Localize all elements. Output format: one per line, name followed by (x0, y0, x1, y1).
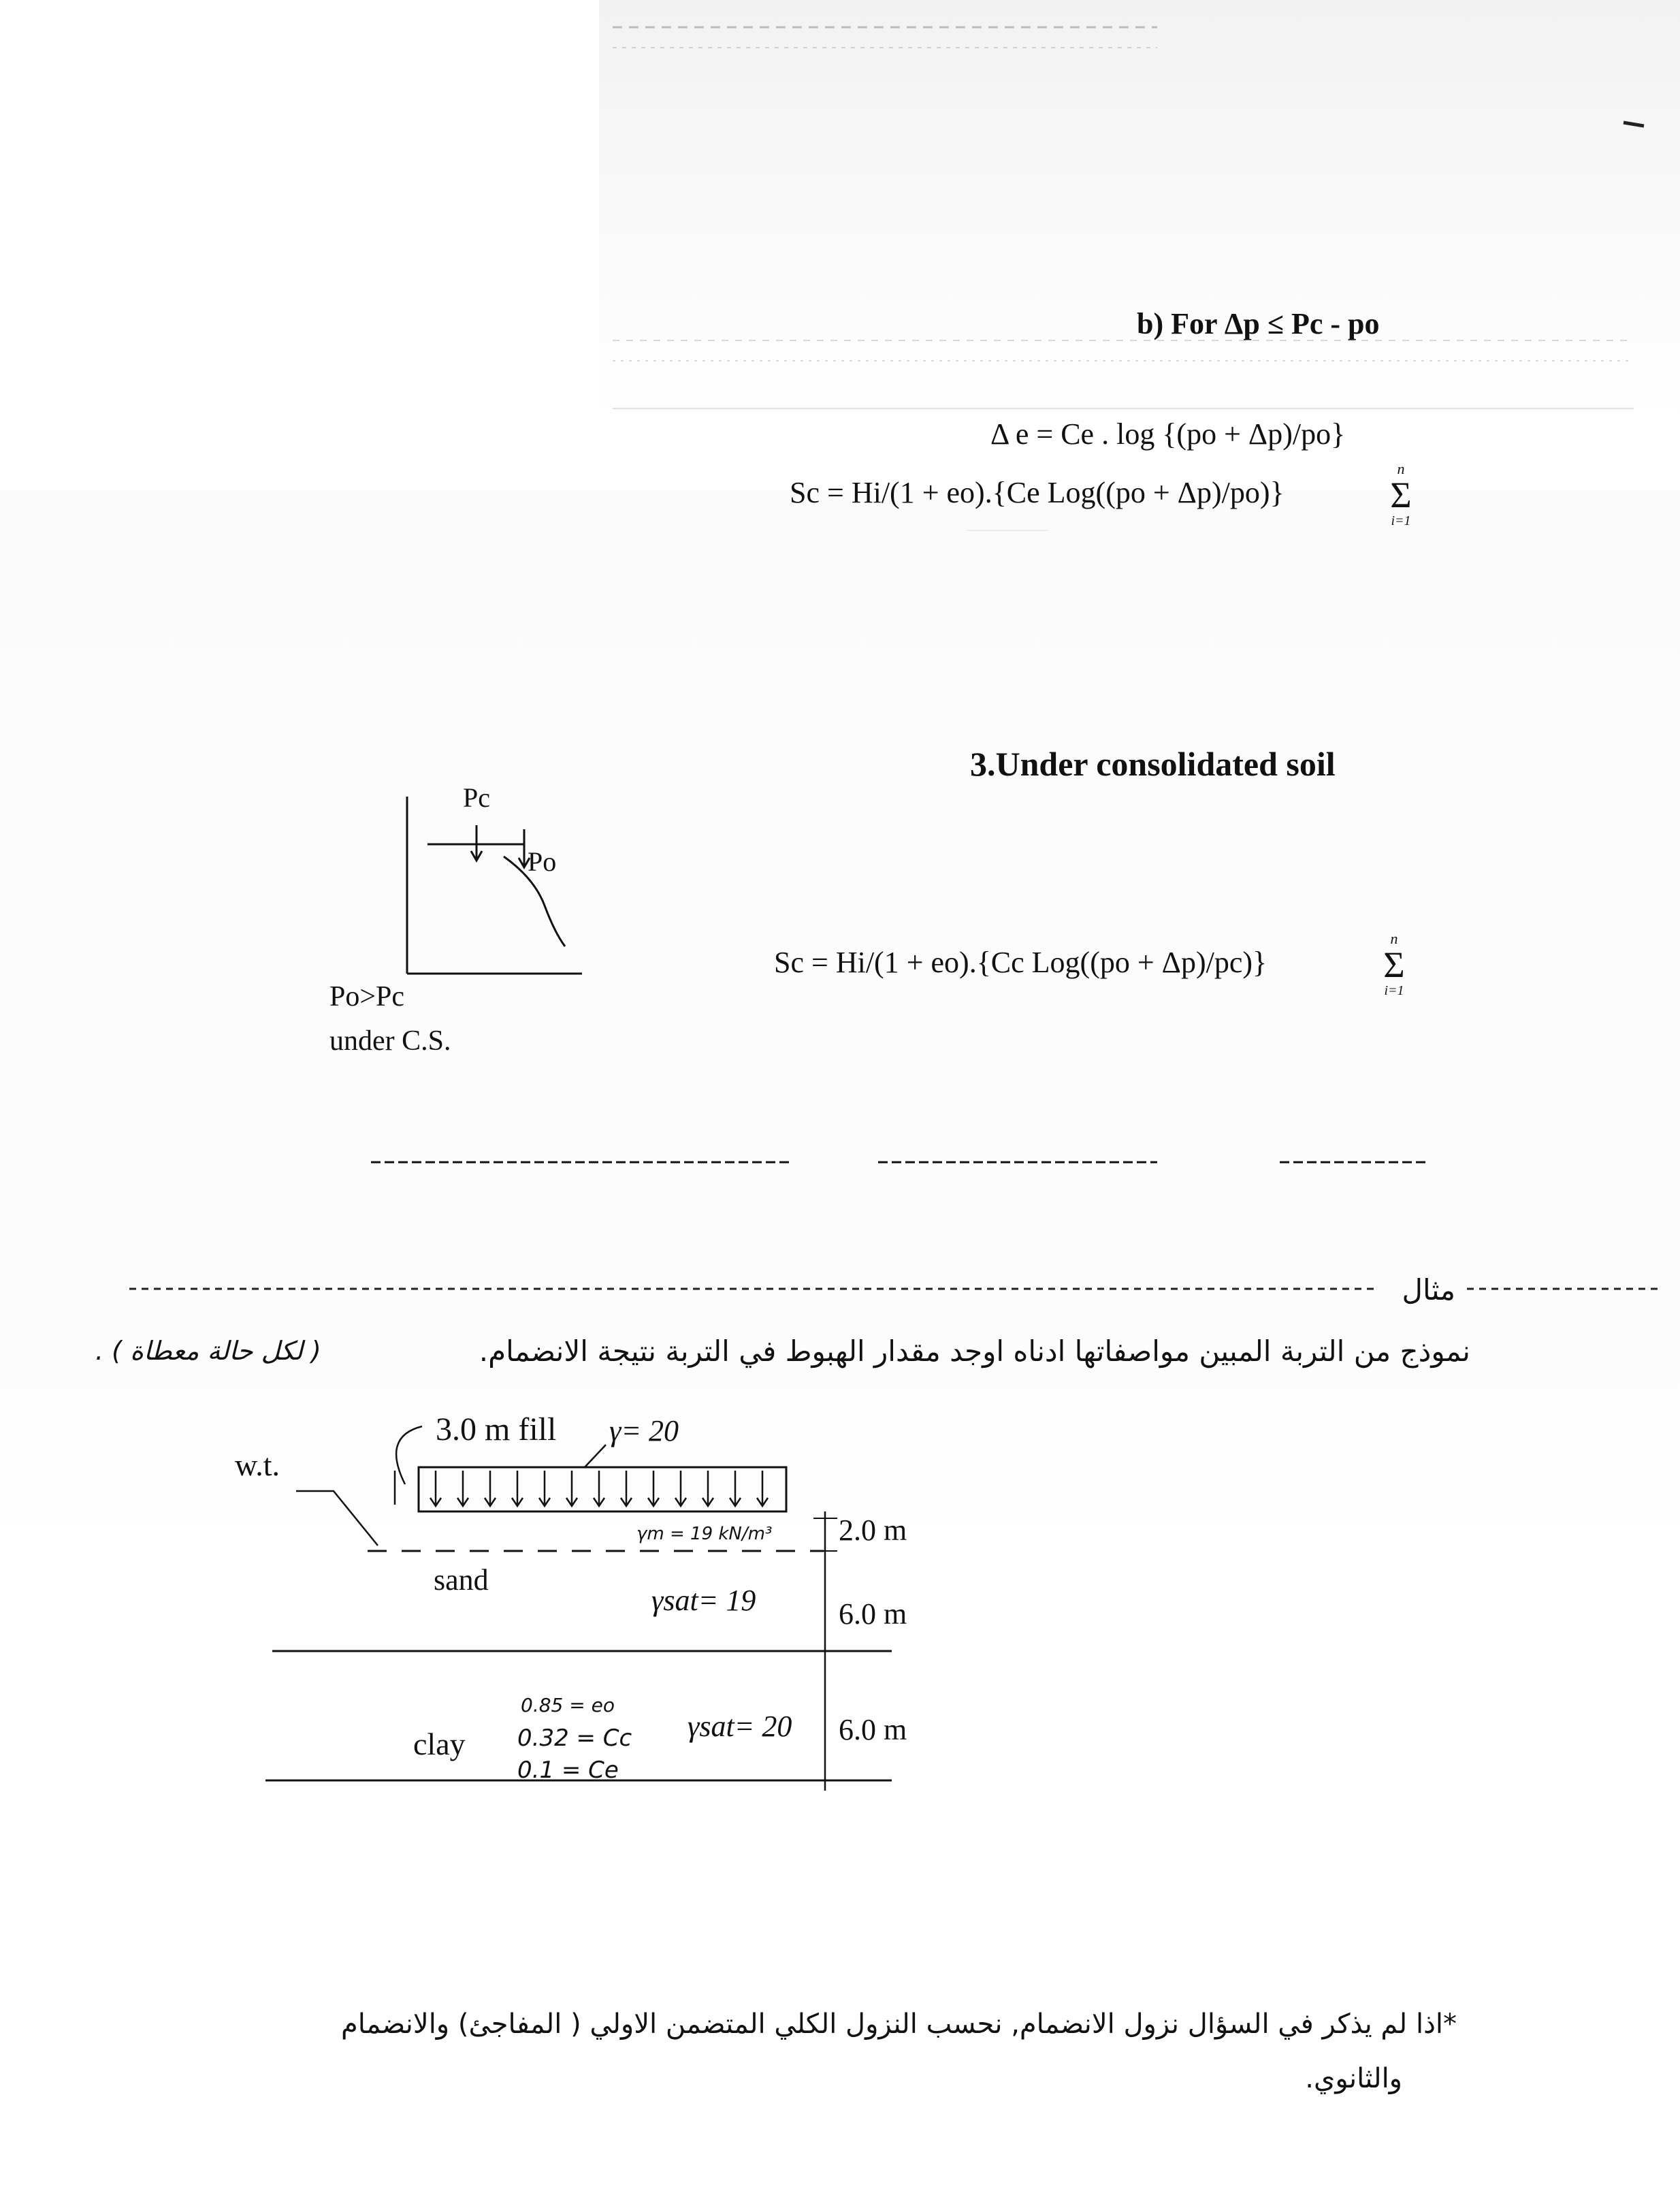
section-b-equation-delta-e: Δ e = Ce . log {(po + Δp)/po} (990, 417, 1346, 451)
example-problem-text: نموذج من التربة المبين مواصفاتها ادناه اوجد مقدار الهبوط في التربة نتيجة الانضمام. (479, 1334, 1470, 1368)
section-b-heading: b) For Δp ≤ Pc - po (1137, 307, 1380, 340)
pressure-sketch (402, 776, 592, 980)
section-3-equation-sc: Sc = Hi/(1 + eo).{Cc Log((po + Δp)/pc)} (774, 946, 1267, 979)
section-b-equation-sc: Sc = Hi/(1 + eo).{Ce Log((po + Δp)/po)} (790, 476, 1285, 509)
scan-shading-middle (0, 490, 1680, 1525)
footnote-line-2: والثانوي. (1305, 2063, 1402, 2094)
summation-symbol: n Σ i=1 (1390, 460, 1412, 528)
moist-unit-weight: γm = 19 kN/m³ (636, 1524, 773, 1544)
section-3-heading: 3.Under consolidated soil (970, 745, 1336, 783)
sketch-caption-under-cs: under C.S. (329, 1025, 451, 1057)
depth-label-1: 2.0 m (839, 1514, 907, 1547)
clay-unit-weight: γsat= 20 (688, 1710, 792, 1743)
water-table-label: w.t. (235, 1447, 280, 1482)
handwritten-note: ( لكل حالة معطاة ) . (95, 1336, 321, 1366)
sand-unit-weight: γsat= 19 (651, 1584, 756, 1617)
scan-artifact-lines (0, 0, 1680, 422)
sketch-caption-po-gt-pc: Po>Pc (329, 981, 405, 1012)
fill-label: 3.0 m fill (436, 1411, 557, 1447)
sketch-label-pc: Pc (463, 782, 490, 813)
clay-swell-index: 0.1 = Ce (517, 1757, 619, 1784)
sketch-label-po: Po (528, 846, 557, 877)
clay-label: clay (413, 1727, 466, 1761)
summation-symbol: n Σ i=1 (1383, 930, 1405, 998)
clay-void-ratio: 0.85 = eo (521, 1694, 615, 1716)
bleed-through-text: ———— (967, 517, 1048, 540)
footnote-line-1: *اذا لم يذكر في السؤال نزول الانضمام, نحسب النزول الكلي المتضمن الاولي ( المفاجئ) والانضمام (340, 2008, 1457, 2040)
fill-unit-weight: γ= 20 (609, 1414, 679, 1447)
sand-label: sand (434, 1563, 489, 1597)
example-label: مثال (1402, 1273, 1455, 1307)
clay-compression-index: 0.32 = Cc (517, 1725, 632, 1752)
depth-label-2: 6.0 m (839, 1597, 907, 1631)
depth-label-3: 6.0 m (839, 1713, 907, 1746)
